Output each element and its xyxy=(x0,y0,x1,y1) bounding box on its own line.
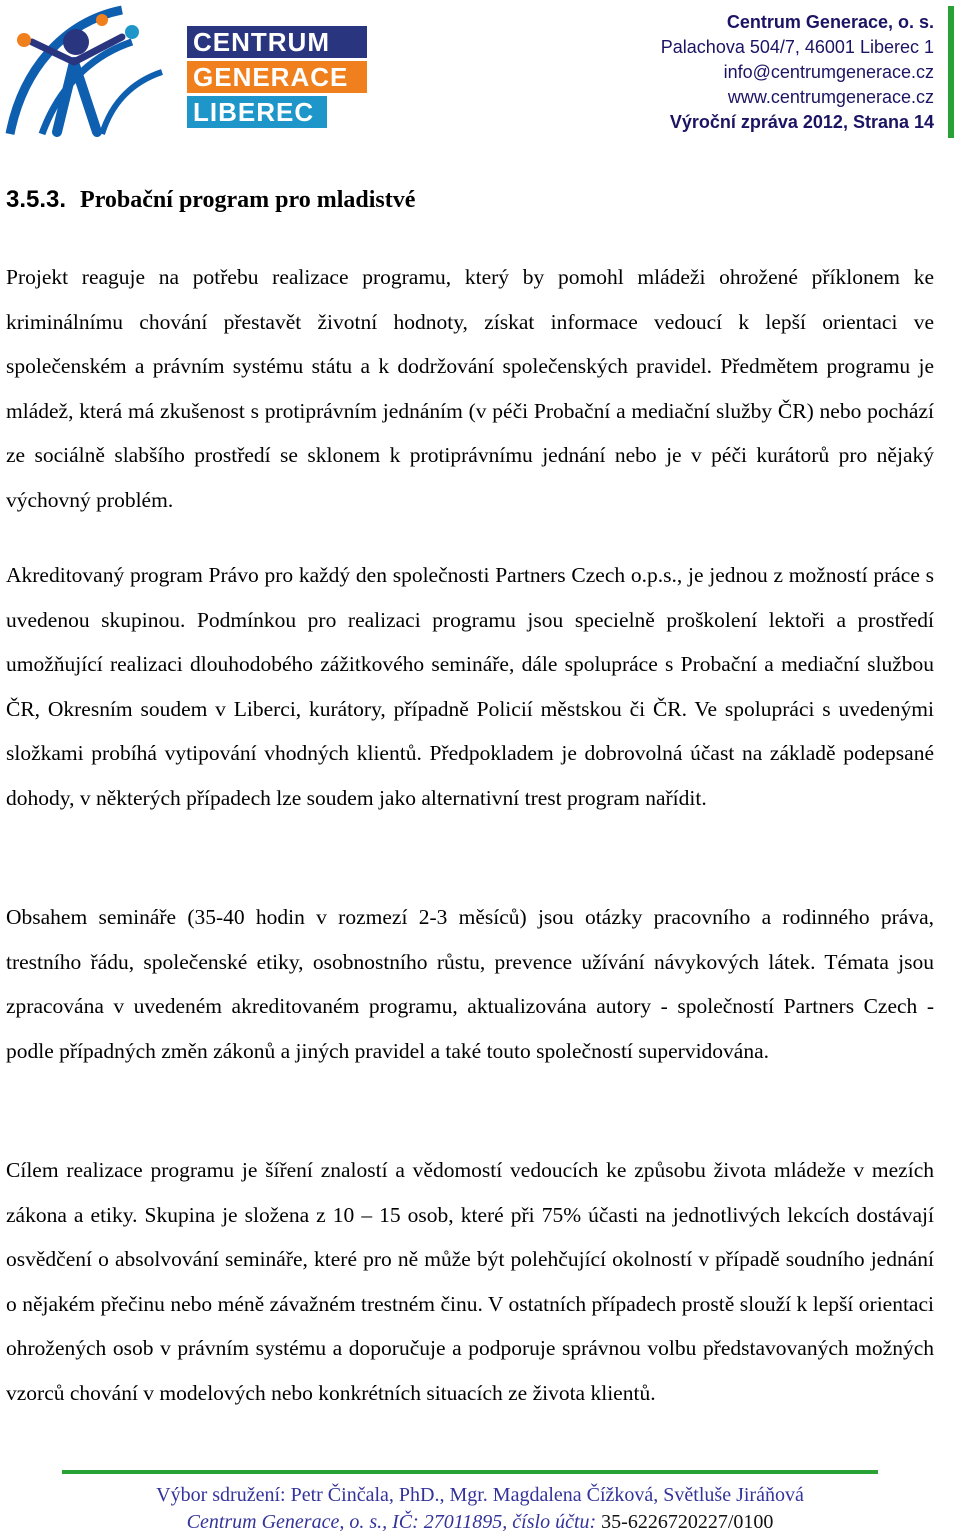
footer-board: Výbor sdružení: Petr Činčala, PhD., Mgr. Magdalena Čížková, Světluše Jiráňová xyxy=(156,1484,804,1506)
report-page-label: Výroční zpráva 2012, Strana 14 xyxy=(669,112,934,132)
logo-figure-icon xyxy=(2,2,202,142)
paragraph-2: Akreditovaný program Právo pro každý den společnosti Partners Czech o.p.s., je jednou z možností práce s uvedenou skupinou. Podmínkou pro realizaci programu jsou specielně proškolení lektoři a prostředí umožňující realizaci dlouhodobého zážitkového semináře, dále spolupráce s Probační a mediační službou ČR, Okresním soudem v Liberci, kurátory, případně Policií městskou či ČR. Ve spolupráci s uvedenými složkami probíhá vytipování vhodných klientů. Předpokladem je dobrovolná účast na základě podepsané dohody, v některých případech lze soudem jako alternativní trest program nařídit. xyxy=(6,563,934,810)
contact-block xyxy=(661,10,934,135)
org-address: Palachova 504/7, 46001 Liberec 1 xyxy=(660,37,934,57)
logo-word-liberec: LIBEREC xyxy=(187,96,327,128)
org-website[interactable]: www.centrumgenerace.cz xyxy=(727,87,934,107)
section-heading xyxy=(6,186,415,214)
logo-word-generace: GENERACE xyxy=(187,61,367,93)
section-title: Probační program pro mladistvé xyxy=(80,187,416,213)
logo-word-centrum: CENTRUM xyxy=(187,26,367,58)
footer-account-number: 35-6226720227/0100 xyxy=(601,1511,774,1533)
org-email[interactable]: info@centrumgenerace.cz xyxy=(723,62,934,82)
header-divider xyxy=(948,6,954,138)
centrum-generace-logo xyxy=(2,2,382,142)
paragraph-4: Cílem realizace programu je šíření znalostí a vědomostí vedoucích ke způsobu života mládeže v mezích zákona a etiky. Skupina je složena z 10 – 15 osob, které při 75% účasti na jednotlivých lekcích dostávají osvědčení o absolvování semináře, které pro ně může být polehčující okolností v případě soudního jednání o nějakém přečinu nebo méně závažném trestném činu. V ostatních případech prostě slouží k lepší orientaci ohrožených osob v právním systému a doporučuje a podporuje správnou volbu představovaných možných vzorců chování v modelových nebo konkrétních situacích ze života klientů. xyxy=(6,1158,934,1405)
paragraph-3: Obsahem semináře (35-40 hodin v rozmezí 2-3 měsíců) jsou otázky pracovního a rodinného práva, trestního řádu, společenské etiky, osobnostního růstu, prevence užívání návykových látek. Témata jsou zpracována v uvedeném akreditovaném programu, aktualizována autory - společností Partners Czech - podle případných změn zákonů a jiných pravidel a také touto společností supervidována. xyxy=(6,905,934,1063)
section-number: 3.5.3. xyxy=(6,186,67,213)
footer-company-line: Centrum Generace, o. s., IČ: 27011895, číslo účtu: xyxy=(186,1511,597,1533)
org-name: Centrum Generace, o. s. xyxy=(726,12,934,32)
paragraph-1: Projekt reaguje na potřebu realizace programu, který by pomohl mládeži ohrožené příklonem ke kriminálnímu chování přestavět životní hodnoty, získat informace vedoucí k lepší orientaci ve společenském a právním systému státu a k dodržování společenských pravidel. Předmětem programu je mládež, která má zkušenost s protiprávním jednáním (v péči Probační a mediační služby ČR) nebo pochází ze sociálně slabšího prostředí se sklonem k protiprávnímu jednání nebo je v péči kurátorů pro nějaký výchovný problém. xyxy=(6,265,934,512)
footer-company xyxy=(0,1511,960,1534)
footer-divider xyxy=(62,1470,878,1474)
